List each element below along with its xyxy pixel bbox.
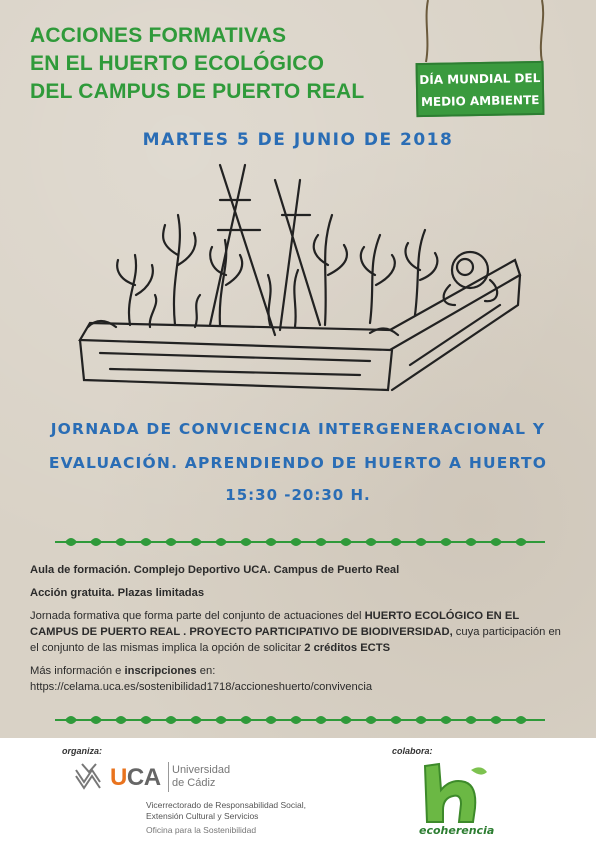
- vine-divider-top: [55, 534, 545, 550]
- desc-part-a: Jornada formativa que forma parte del conjunto de actuaciones del: [30, 610, 365, 622]
- raised-garden-bed-illustration: [70, 155, 530, 405]
- uca-crest-icon: [72, 760, 106, 792]
- jornada-line-2: EVALUACIÓN. APRENDIENDO DE HUERTO A HUERTO: [48, 454, 548, 472]
- more-part-b: inscripciones: [124, 665, 197, 677]
- title-line-2: EN EL HUERTO ECOLÓGICO: [30, 52, 325, 75]
- uca-letter-a: A: [143, 764, 161, 791]
- uca-letter-u: U: [110, 764, 127, 791]
- main-title: [30, 22, 390, 106]
- uca-letter-c: C: [126, 764, 144, 791]
- event-hours: 15:30 -20:30 H.: [225, 486, 371, 504]
- info-description: [30, 608, 570, 656]
- university-name: [172, 764, 230, 790]
- colabora-label: colabora:: [392, 746, 433, 756]
- vicerrectorado: [146, 800, 306, 836]
- title-line-3: DEL CAMPUS DE PUERTO REAL: [30, 80, 365, 103]
- de-cadiz-line: de Cádiz: [172, 777, 216, 789]
- sponsors-footer: [0, 738, 596, 842]
- info-aula: Aula de formación. Complejo Deportivo UCA. Campus de Puerto Real: [30, 564, 400, 576]
- jornada-line-1: JORNADA DE CONVICENCIA INTERGENERACIONAL Y: [50, 420, 546, 438]
- vicerrectorado-line-2: Extensión Cultural y Servicios: [146, 811, 259, 821]
- event-date: MARTES 5 DE JUNIO DE 2018: [142, 130, 454, 150]
- uca-logo: [110, 764, 161, 792]
- desc-part-c: cuya participación en el conjunto de las mismas implica la opción de solicitar: [30, 626, 561, 654]
- logo-divider: [168, 762, 169, 792]
- title-line-1: ACCIONES FORMATIVAS: [30, 24, 287, 47]
- desc-part-d: 2 créditos ECTS: [304, 642, 391, 654]
- event-info: [30, 562, 570, 702]
- university-line: Universidad: [172, 764, 231, 776]
- more-part-a: Más información e: [30, 665, 125, 677]
- oficina-sostenibilidad: Oficina para la Sostenibilidad: [146, 825, 257, 835]
- vicerrectorado-line-1: Vicerrectorado de Responsabilidad Social,: [146, 800, 307, 810]
- jornada-title: [0, 412, 596, 480]
- ecoherencia-logo: [415, 758, 495, 836]
- environment-day-sign: [416, 61, 545, 117]
- vine-divider-bottom: [55, 712, 545, 728]
- ecoherencia-text: ecoherencia: [419, 824, 495, 836]
- sign-line-1: DÍA MUNDIAL DEL: [419, 70, 541, 88]
- organiza-label: organiza:: [62, 746, 103, 756]
- sign-line-2: MEDIO AMBIENTE: [420, 92, 540, 110]
- info-more: [30, 663, 570, 695]
- more-part-c: en:: [196, 665, 216, 677]
- registration-link[interactable]: https://celama.uca.es/sostenibilidad1718/accioneshuerto/convivencia: [30, 681, 373, 693]
- info-accion: Acción gratuita. Plazas limitadas: [30, 587, 205, 599]
- desc-part-b: HUERTO ECOLÓGICO EN EL CAMPUS DE PUERTO REAL . PROYECTO PARTICIPATIVO DE BIODIVERSIDAD,: [30, 610, 519, 638]
